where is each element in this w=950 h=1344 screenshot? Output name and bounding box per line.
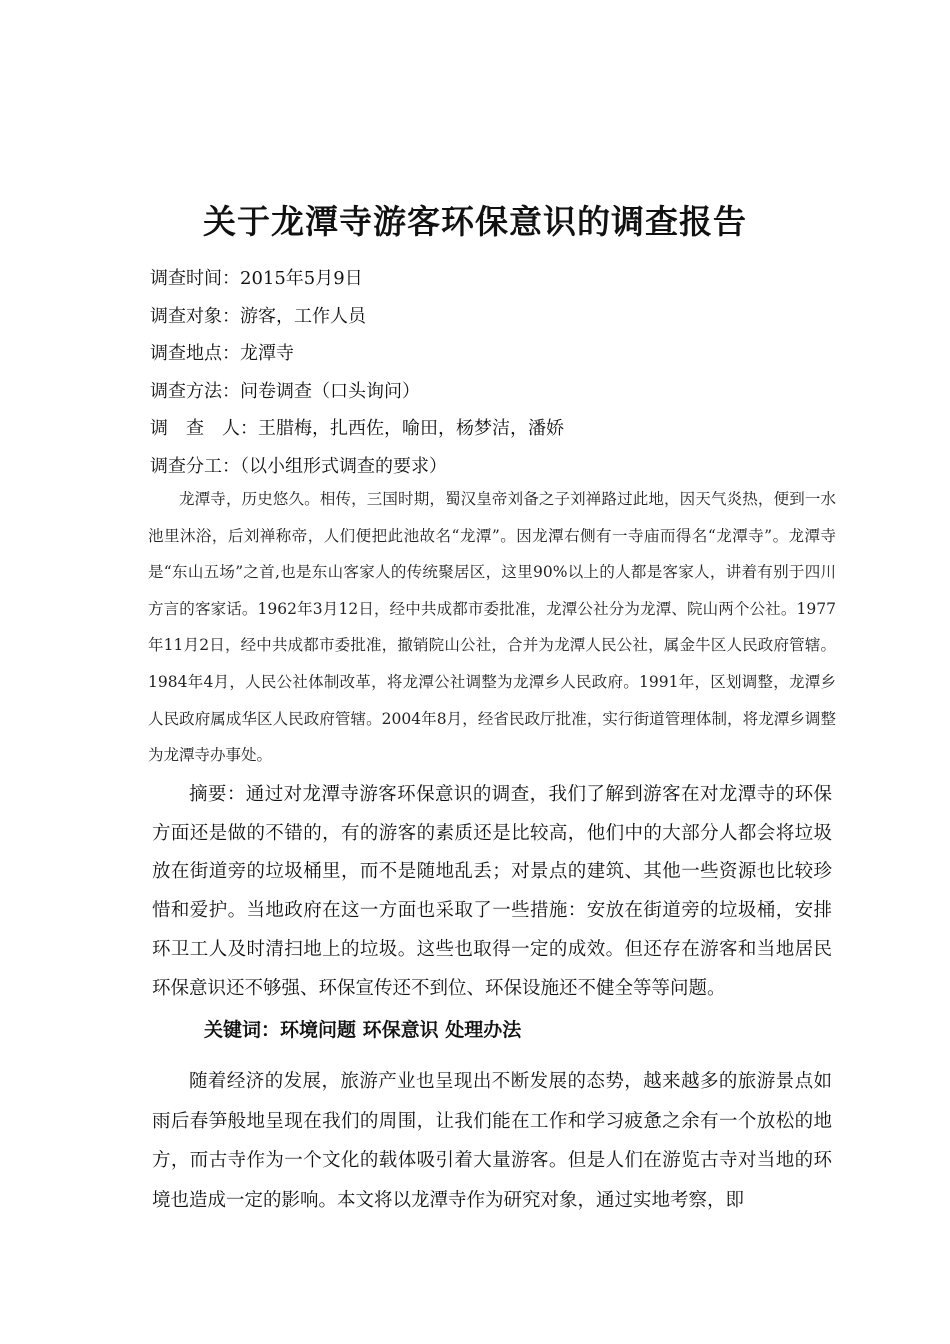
survey-division-row: [150, 448, 850, 486]
survey-location-row: [150, 335, 850, 373]
survey-location-value: 龙潭寺: [240, 343, 294, 364]
document-title: 关于龙潭寺游客环保意识的调查报告: [203, 202, 747, 241]
survey-people-value: 王腊梅，扎西佐，喻田，杨梦洁，潘娇: [258, 418, 564, 439]
survey-subject-value: 游客，工作人员: [240, 305, 366, 327]
survey-time-row: [150, 260, 850, 298]
intro-paragraph: 随着经济的发展，旅游产业也呈现出不断发展的态势，越来越多的旅游景点如雨后春笋般地呈现在我们的周围，让我们能在工作和学习疲惫之余有一个放松的地方，而古寺作为一个文化的载体吸引着大量游客。但是人们在游览古寺对当地的环境也造成一定的影响。本文将以龙潭寺作为研究对象，通过实地考察，即: [152, 1071, 832, 1211]
survey-subject-label: 调查对象：: [150, 305, 240, 327]
survey-people-row: [150, 410, 850, 448]
survey-method-label: 调查方法：: [150, 380, 240, 402]
history-paragraph: 龙潭寺，历史悠久。相传，三国时期，蜀汉皇帝刘备之子刘禅路过此地，因天气炎热，便到一水池里沐浴，后刘禅称帝，人们便把此池故名“龙潭”。因龙潭右侧有一寺庙而得名“龙潭寺”。龙潭寺是“东山五场”之首,也是东山客家人的传统聚居区，这里90%以上的人都是客家人，讲着有别于四川方言的客家话。1962年3月12日，经中共成都市委批准，龙潭公社分为龙潭、院山两个公社。1977年11月2日，经中共成都市委批准，撤销院山公社，合并为龙潭人民公社，属金牛区人民政府管辖。1984年4月，人民公社体制改革，将龙潭公社调整为龙潭乡人民政府。1991年，区划调整，龙潭乡人民政府属成华区人民政府管辖。2004年8月，经省民政厅批准，实行街道管理体制，将龙潭乡调整为龙潭寺办事处。: [148, 490, 836, 765]
survey-time-label: 调查时间：: [150, 268, 240, 289]
keywords-line: 关键词：环境问题 环保意识 处理办法: [204, 1019, 522, 1041]
survey-method-row: [150, 373, 850, 411]
survey-time-value: 2015年5月9日: [240, 268, 363, 289]
survey-info: [150, 260, 850, 485]
survey-method-value: 问卷调查（口头询问）: [240, 380, 420, 402]
survey-division-value: （以小组形式调查的要求）: [240, 455, 447, 477]
abstract-paragraph: 摘要：通过对龙潭寺游客环保意识的调查，我们了解到游客在对龙潭寺的环保方面还是做的不错的，有的游客的素质还是比较高，他们中的大部分人都会将垃圾放在街道旁的垃圾桶里，而不是随地乱丢；对景点的建筑、其他一些资源也比较珍惜和爱护。当地政府在这一方面也采取了一些措施：安放在街道旁的垃圾桶，安排环卫工人及时清扫地上的垃圾。这些也取得一定的成效。但还存在游客和当地居民环保意识还不够强、环保宣传还不到位、环保设施还不健全等等问题。: [152, 784, 832, 999]
survey-people-label: 调 查 人：: [150, 418, 258, 439]
survey-division-label: 调查分工：: [150, 455, 240, 477]
survey-subject-row: [150, 298, 850, 336]
survey-location-label: 调查地点：: [150, 343, 240, 364]
